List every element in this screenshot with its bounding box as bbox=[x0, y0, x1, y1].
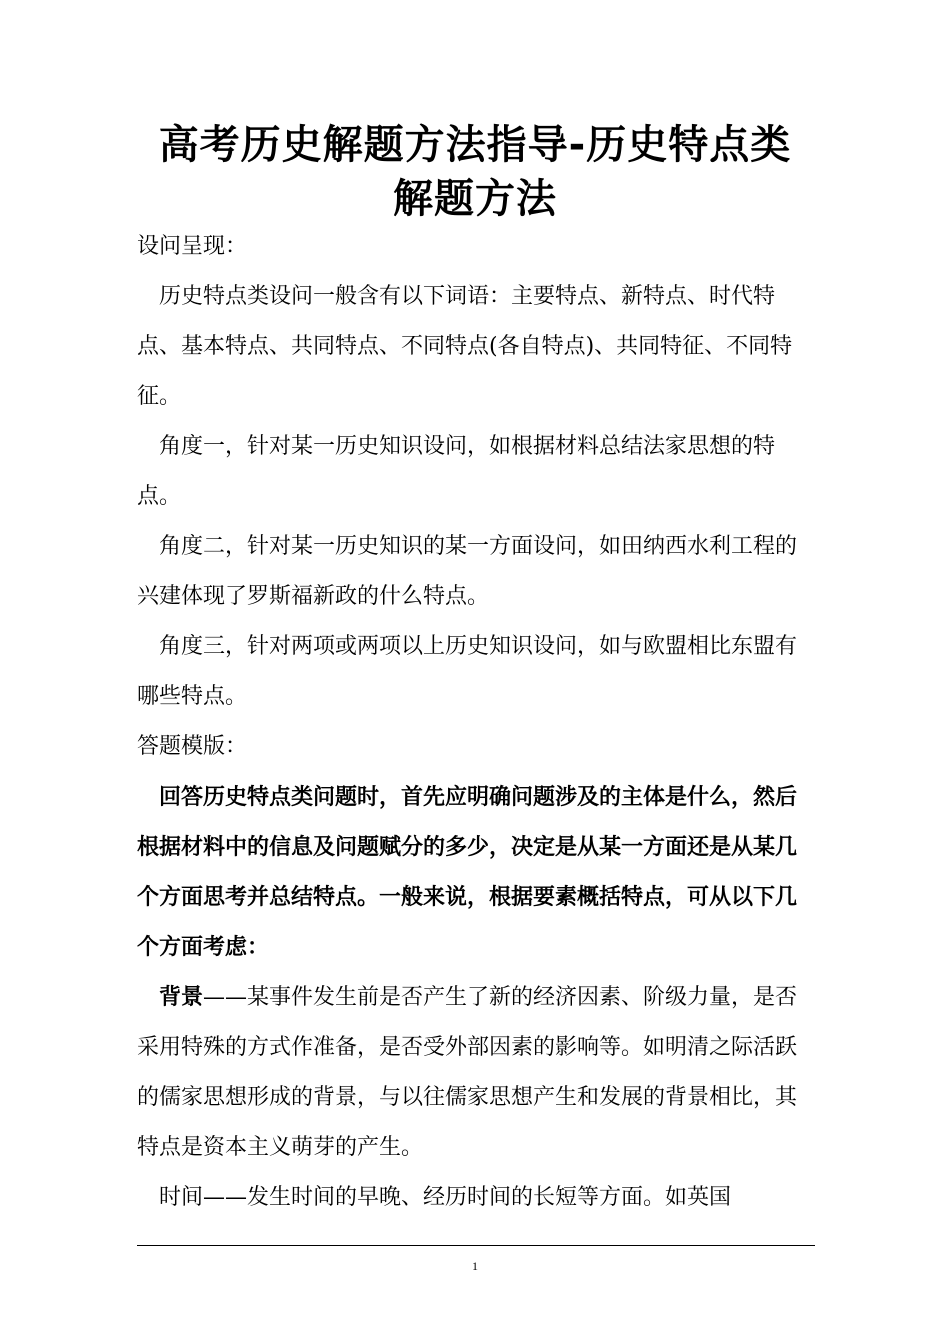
paragraph-time: 时间——发生时间的早晚、经历时间的长短等方面。如英国 bbox=[159, 1185, 732, 1210]
paragraph-background bbox=[137, 972, 817, 1173]
title-line-2: 解题方法 bbox=[393, 176, 557, 222]
paragraph-angle-2: 角度二，针对某一历史知识的某一方面设问，如田纳西水利工程的兴建体现了罗斯福新政的什么特点。 bbox=[137, 534, 798, 609]
paragraph-angle-1: 角度一，针对某一历史知识设问，如根据材料总结法家思想的特点。 bbox=[137, 434, 776, 509]
document-title bbox=[120, 118, 830, 226]
paragraph-intro: 历史特点类设问一般含有以下词语：主要特点、新特点、时代特点、基本特点、共同特点、不同特点(各自特点)、共同特征、不同特征。 bbox=[137, 284, 793, 409]
paragraph-angle-3: 角度三，针对两项或两项以上历史知识设问，如与欧盟相比东盟有哪些特点。 bbox=[137, 634, 798, 709]
document-body bbox=[137, 222, 817, 1223]
paragraph-template-bold: 回答历史特点类问题时，首先应明确问题涉及的主体是什么，然后根据材料中的信息及问题赋分的多少，决定是从某一方面还是从某几个方面思考并总结特点。一般来说，根据要素概括特点，可从以下几个方面考虑： bbox=[137, 784, 798, 960]
footer-divider bbox=[137, 1245, 815, 1246]
heading-answer-template: 答题模版： bbox=[137, 734, 248, 759]
heading-question-presentation: 设问呈现： bbox=[137, 234, 248, 259]
background-term: 背景 bbox=[159, 984, 204, 1010]
background-text: ——某事件发生前是否产生了新的经济因素、阶级力量，是否采用特殊的方式作准备，是否受外部因素的影响等。如明清之际活跃的儒家思想形成的背景，与以往儒家思想产生和发展的背景相比，其特点是资本主义萌芽的产生。 bbox=[137, 985, 798, 1160]
page-number: 1 bbox=[472, 1259, 478, 1273]
title-line-1: 高考历史解题方法指导-历史特点类 bbox=[158, 122, 792, 168]
